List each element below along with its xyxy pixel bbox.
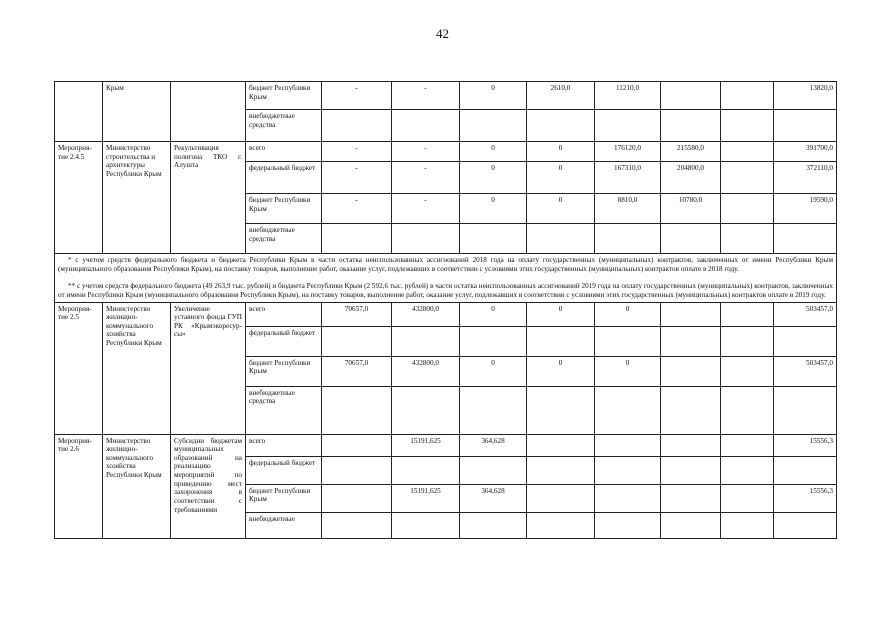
amount-cell: 391700,0 <box>774 142 837 162</box>
amount-cell <box>661 110 721 142</box>
amount-cell <box>661 82 721 110</box>
measure-code <box>55 82 103 142</box>
amount-cell <box>774 512 837 538</box>
amount-cell <box>721 110 774 142</box>
funding-source: федеральный бюджет <box>246 456 322 484</box>
amount-cell <box>661 434 721 456</box>
amount-cell <box>392 456 460 484</box>
amount-cell: 0 <box>460 162 527 194</box>
amount-cell: 19590,0 <box>774 194 837 224</box>
amount-cell: 364,628 <box>460 434 527 456</box>
amount-cell: 372110,0 <box>774 162 837 194</box>
amount-cell: 15556,3 <box>774 434 837 456</box>
funding-source: бюджет Республики Крым <box>246 82 322 110</box>
funding-source: всего <box>246 142 322 162</box>
amount-cell <box>774 224 837 254</box>
measure-name: Рекультивация полигона ТКО г. Алушта <box>171 142 246 254</box>
amount-cell <box>595 512 661 538</box>
amount-cell: 13820,0 <box>774 82 837 110</box>
amount-cell: - <box>322 142 392 162</box>
amount-cell: 0 <box>595 302 661 326</box>
amount-cell: 0 <box>460 142 527 162</box>
amount-cell: - <box>322 162 392 194</box>
amount-cell: 0 <box>527 302 595 326</box>
amount-cell: - <box>392 162 460 194</box>
funding-source: бюджет Республики Крым <box>246 356 322 386</box>
amount-cell <box>392 110 460 142</box>
amount-cell <box>460 456 527 484</box>
amount-cell <box>661 456 721 484</box>
amount-cell: 0 <box>527 162 595 194</box>
amount-cell <box>661 326 721 356</box>
amount-cell: 0 <box>527 194 595 224</box>
amount-cell: 0 <box>527 356 595 386</box>
amount-cell <box>774 110 837 142</box>
amount-cell <box>595 456 661 484</box>
funding-source: федеральный бюджет <box>246 326 322 356</box>
amount-cell: 15191,625 <box>392 434 460 456</box>
measure-code: Мероприя-тие 2.5 <box>55 302 103 434</box>
funding-source: федеральный бюджет <box>246 162 322 194</box>
amount-cell: 0 <box>460 356 527 386</box>
amount-cell: 70657,0 <box>322 302 392 326</box>
table-row <box>55 302 837 326</box>
responsible-org: Крым <box>103 82 171 142</box>
amount-cell <box>661 356 721 386</box>
amount-cell <box>460 326 527 356</box>
measure-name: Субсидии бюджетам муниципальных образований на реализацию мероприятий по приведению мест захоронения в соответствии с требованиями <box>171 434 246 538</box>
amount-cell <box>721 484 774 512</box>
amount-cell <box>527 224 595 254</box>
amount-cell <box>322 386 392 434</box>
amount-cell: 432800,0 <box>392 302 460 326</box>
amount-cell <box>774 386 837 434</box>
amount-cell <box>392 512 460 538</box>
amount-cell: 70657,0 <box>322 356 392 386</box>
funding-source: внебюджетные средства <box>246 110 322 142</box>
amount-cell <box>527 434 595 456</box>
amount-cell <box>721 512 774 538</box>
amount-cell <box>322 434 392 456</box>
funding-source: бюджет Республики Крым <box>246 194 322 224</box>
amount-cell <box>595 434 661 456</box>
amount-cell <box>721 194 774 224</box>
amount-cell: - <box>392 194 460 224</box>
amount-cell <box>527 456 595 484</box>
table-row <box>55 82 837 110</box>
amount-cell <box>322 224 392 254</box>
amount-cell: 0 <box>595 356 661 386</box>
measure-code: Мероприя-тие 2.4.5 <box>55 142 103 254</box>
amount-cell: 167310,0 <box>595 162 661 194</box>
funding-source: внебюджетные средства <box>246 386 322 434</box>
amount-cell <box>721 326 774 356</box>
amount-cell: - <box>322 82 392 110</box>
amount-cell <box>721 224 774 254</box>
amount-cell: 15556,3 <box>774 484 837 512</box>
funding-source: всего <box>246 434 322 456</box>
amount-cell: 364,628 <box>460 484 527 512</box>
amount-cell <box>721 456 774 484</box>
amount-cell <box>661 302 721 326</box>
amount-cell: 2610,0 <box>527 82 595 110</box>
amount-cell: 204800,0 <box>661 162 721 194</box>
measure-code: Мероприя-тие 2.6 <box>55 434 103 538</box>
amount-cell: - <box>392 82 460 110</box>
amount-cell: 503457,0 <box>774 302 837 326</box>
amount-cell <box>661 512 721 538</box>
amount-cell <box>527 326 595 356</box>
amount-cell <box>322 484 392 512</box>
amount-cell <box>322 456 392 484</box>
amount-cell <box>322 512 392 538</box>
amount-cell <box>460 224 527 254</box>
table-row <box>55 142 837 162</box>
amount-cell: 0 <box>460 82 527 110</box>
amount-cell <box>460 386 527 434</box>
footnote-1: * с учетом средств федерального бюджета и бюджета Республики Крым в части остатка неиспользованных ассигнований 2018 года на оплату государственных (муниципальных) контрактов, заключенных от имени Республики Крым (муниципального образования Республики Крым), на поставку товаров, выполнение работ, оказание услуг, подлежавших в соответствии с условиями этих государственных (муниципальных) контрактов оплате в 2018 году. <box>58 256 833 273</box>
amount-cell: 0 <box>460 194 527 224</box>
amount-cell <box>721 82 774 110</box>
amount-cell <box>661 386 721 434</box>
amount-cell <box>595 386 661 434</box>
amount-cell: 176120,0 <box>595 142 661 162</box>
amount-cell: 215580,0 <box>661 142 721 162</box>
amount-cell <box>721 162 774 194</box>
amount-cell: - <box>392 142 460 162</box>
amount-cell <box>721 356 774 386</box>
amount-cell <box>774 456 837 484</box>
amount-cell <box>721 434 774 456</box>
responsible-org: Министерство жилищно-коммунального хозяйства Республики Крым <box>103 302 171 434</box>
amount-cell <box>721 386 774 434</box>
amount-cell <box>721 142 774 162</box>
budget-table <box>54 81 837 539</box>
amount-cell: 0 <box>527 142 595 162</box>
footnotes <box>55 254 837 303</box>
footnote-2: ** с учетом средств федерального бюджета (49 263,9 тыс. рублей) и бюджета Республики Крым (2 592,6 тыс. рублей) в части остатка неиспользованных ассигнований 2019 года на оплату государственных (муниципальных) контрактов, заключенных от имени Республики Крым (муниципального образования Республики Крым), на поставку товаров, выполнение работ, оказание услуг, подлежавших в соответствии с условиями этих государственных (муниципальных) контрактов оплате в 2019 году. <box>58 282 833 299</box>
amount-cell <box>527 386 595 434</box>
amount-cell <box>460 110 527 142</box>
amount-cell <box>527 484 595 512</box>
amount-cell <box>392 386 460 434</box>
page-number: 42 <box>436 26 449 41</box>
amount-cell: 15191,625 <box>392 484 460 512</box>
amount-cell: 0 <box>460 302 527 326</box>
notes-row <box>55 254 837 303</box>
measure-name: Увеличение уставного фонда ГУП РК «Крымэкоресур-сы» <box>171 302 246 434</box>
funding-source: бюджет Республики Крым <box>246 484 322 512</box>
responsible-org: Министерство жилищно-коммунального хозяйства Республики Крым <box>103 434 171 538</box>
amount-cell <box>527 512 595 538</box>
amount-cell <box>392 326 460 356</box>
amount-cell <box>527 110 595 142</box>
amount-cell <box>460 512 527 538</box>
table-row <box>55 434 837 456</box>
amount-cell: 432800,0 <box>392 356 460 386</box>
amount-cell <box>661 224 721 254</box>
measure-name <box>171 82 246 142</box>
amount-cell <box>595 484 661 512</box>
funding-source: всего <box>246 302 322 326</box>
amount-cell <box>774 326 837 356</box>
responsible-org: Министерство строительства и архитектуры Республики Крым <box>103 142 171 254</box>
amount-cell <box>595 110 661 142</box>
amount-cell: 11210,0 <box>595 82 661 110</box>
amount-cell <box>595 326 661 356</box>
amount-cell <box>322 326 392 356</box>
amount-cell <box>595 224 661 254</box>
amount-cell <box>721 302 774 326</box>
funding-source: внебюджетные <box>246 512 322 538</box>
amount-cell <box>661 484 721 512</box>
amount-cell: 10780,0 <box>661 194 721 224</box>
amount-cell: 503457,0 <box>774 356 837 386</box>
amount-cell <box>322 110 392 142</box>
amount-cell: - <box>322 194 392 224</box>
amount-cell <box>392 224 460 254</box>
funding-source: внебюджетные средства <box>246 224 322 254</box>
amount-cell: 8810,0 <box>595 194 661 224</box>
